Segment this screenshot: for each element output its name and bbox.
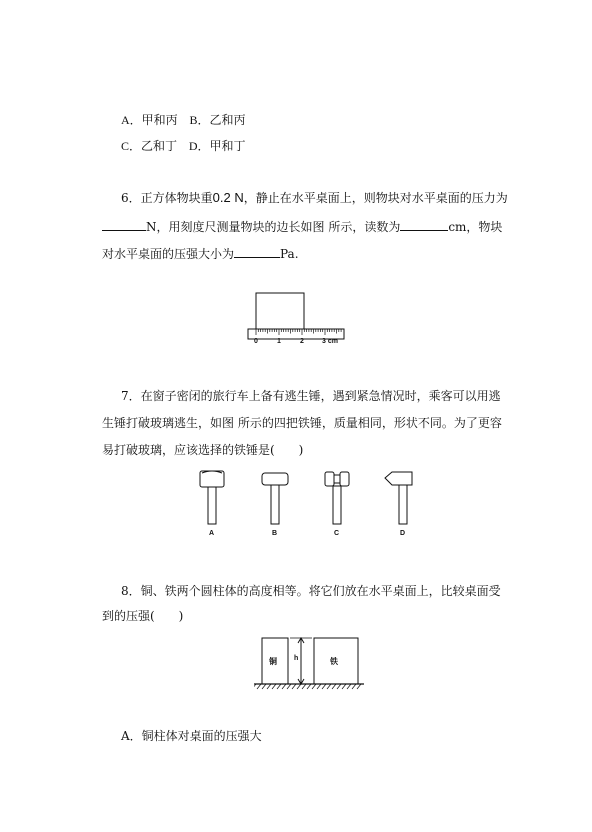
hammer-label-a: A <box>209 530 215 537</box>
option-a-letter: A． <box>121 113 142 127</box>
q6-text-1: 6．正方体物块重 <box>121 191 213 205</box>
answer-blank-pressure[interactable] <box>234 245 280 258</box>
option-d-letter: D． <box>188 139 210 153</box>
option-d-text: 甲和丁 <box>209 139 246 153</box>
q8-option-a-text: A．铜柱体对桌面的压强大 <box>121 729 262 743</box>
hammers-figure <box>190 468 420 543</box>
hatch-line <box>272 684 276 689</box>
hammer-d <box>385 472 412 524</box>
hatch-line <box>352 684 356 689</box>
q8-text-1: 8．铜、铁两个圆柱体的高度相等。将它们放在水平桌面上，比较桌面受 <box>121 584 501 598</box>
answer-blank-force[interactable] <box>102 218 146 231</box>
hatch-line <box>337 684 341 689</box>
hatch-line <box>332 684 336 689</box>
q8-line-1 <box>121 584 501 598</box>
ruler-label-0: 0 <box>254 338 258 345</box>
hatch-line <box>327 684 331 689</box>
hammer-b <box>262 473 288 524</box>
hatch-line <box>307 684 311 689</box>
option-a-text: 甲和丙 <box>141 113 178 127</box>
hammer-a <box>200 471 224 524</box>
q8-text-2: 到的压强( ) <box>102 609 184 623</box>
hatch-line <box>267 684 271 689</box>
cube-ruler-figure <box>246 292 346 350</box>
hammers-svg <box>190 468 420 528</box>
q6-text-3: 对水平桌面的压强大小为 <box>102 247 235 261</box>
q6-line-3 <box>102 245 299 261</box>
option-c-letter: C． <box>121 139 142 153</box>
q6-line-2 <box>102 218 502 234</box>
hatch-line <box>262 684 266 689</box>
hammer-label-c: C <box>334 530 340 537</box>
hammer-c <box>325 472 349 524</box>
option-b-letter: B． <box>189 113 210 127</box>
cube-block <box>256 293 304 329</box>
label-copper: 铜 <box>269 657 277 666</box>
hatch-line <box>322 684 326 689</box>
q7-text-3: 易打破玻璃，应该选择的铁锤是( ) <box>102 443 304 457</box>
q6-line-1 <box>121 191 508 205</box>
hatch-line <box>297 684 301 689</box>
hammer-label-b: B <box>272 530 278 537</box>
hatch-line <box>277 684 281 689</box>
q6-unit-cm: cm，物块 <box>448 220 503 234</box>
q6-weight: 0.2 N <box>212 190 244 205</box>
label-h: h <box>294 655 299 662</box>
hatch-line <box>287 684 291 689</box>
ruler-label-3: 3 cm <box>322 338 338 345</box>
hammer-label-d: D <box>400 530 406 537</box>
hatch-line <box>257 684 261 689</box>
q6-unit-n: N，用刻度尺测量物块的边长如图 所示，读数为 <box>146 220 401 234</box>
answer-blank-length[interactable] <box>400 218 448 231</box>
hatch-line <box>357 684 361 689</box>
q5-option-row-1 <box>121 113 246 127</box>
hatch-line <box>292 684 296 689</box>
q7-line-1 <box>121 389 501 403</box>
hatch-line <box>282 684 286 689</box>
table-hatching <box>254 684 361 689</box>
q5-option-row-2 <box>121 139 246 153</box>
hatch-line <box>342 684 346 689</box>
hatch-line <box>254 684 256 689</box>
q7-text-1: 7．在窗子密闭的旅行车上备有逃生锤，遇到紧急情况时，乘客可以用逃 <box>121 389 501 403</box>
q8-line-2 <box>102 609 183 623</box>
hatch-line <box>302 684 306 689</box>
q7-text-2: 生锤打破玻璃逃生，如图 所示的四把铁锤，质量相同，形状不同。为了更容 <box>102 416 502 430</box>
ruler-label-1: 1 <box>277 338 281 345</box>
label-iron: 铁 <box>330 657 338 666</box>
option-b-text: 乙和丙 <box>209 113 246 127</box>
hatch-line <box>312 684 316 689</box>
q6-text-1-rest: ，静止在水平桌面上，则物块对水平桌面的压力为 <box>243 191 508 205</box>
q7-line-2 <box>102 416 502 430</box>
hatch-line <box>317 684 321 689</box>
hatch-line <box>347 684 351 689</box>
option-c-text: 乙和丁 <box>141 139 178 153</box>
cylinders-figure <box>254 630 364 690</box>
q7-line-3 <box>102 443 303 457</box>
q6-unit-pa: Pa. <box>280 247 299 261</box>
q8-option-a <box>121 729 262 743</box>
ruler-label-2: 2 <box>300 338 304 345</box>
